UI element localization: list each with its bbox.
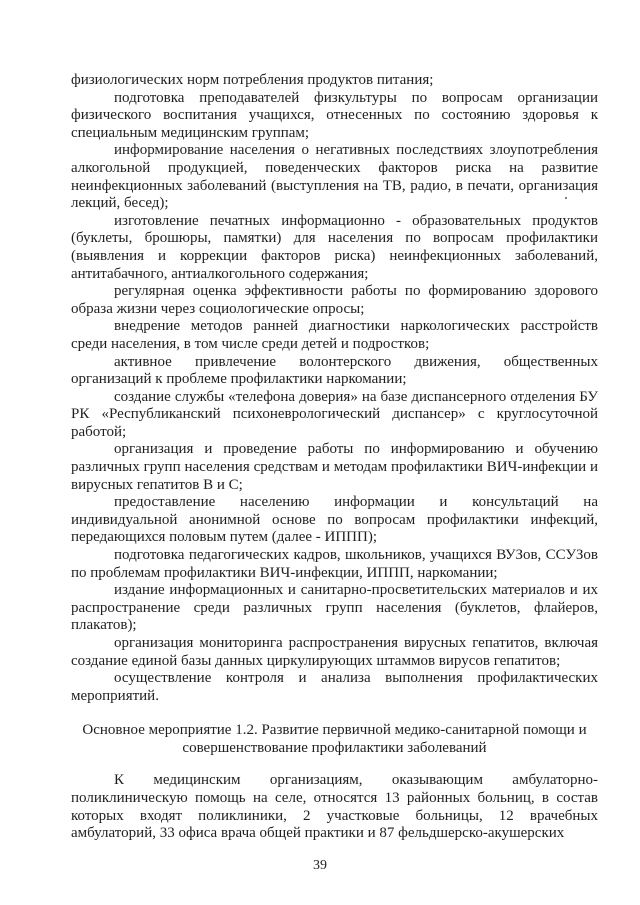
- paragraph: физиологических норм потребления продуктов питания;: [71, 72, 434, 88]
- paragraph: осуществление контроля и анализа выполнения профилактических мероприятий.: [71, 670, 598, 704]
- paragraph: регулярная оценка эффективности работы по формированию здорового образа жизни через социологические опросы;: [71, 283, 598, 317]
- paragraph: издание информационных и санитарно-просветительских материалов и их распространение среди различных групп населения (буклетов, флайеров, плакатов);: [71, 582, 598, 634]
- intro-paragraph: К медицинским организациям, оказывающим амбулаторно-поликлиническую помощь на селе, относятся 13 районных больниц, в состав которых входят поликлиники, 2 участковые больницы, 12 врачебных амбулаторий, 33 офиса врача общей практики и 87 фельдшерско-акушерских: [71, 772, 598, 842]
- paragraph: внедрение методов ранней диагностики наркологических расстройств среди населения, в том числе среди детей и подростков;: [71, 318, 598, 352]
- paragraph: предоставление населению информации и консультаций на индивидуальной анонимной основе по вопросам профилактики инфекций, передающихся половым путем (далее - ИППП);: [71, 494, 598, 546]
- body-text: [71, 72, 598, 705]
- paragraph: создание службы «телефона доверия» на базе диспансерного отделения БУ РК «Республиканский психоневрологический диспансер» с круглосуточной работой;: [71, 388, 598, 440]
- paragraph: активное привлечение волонтерского движения, общественных организаций к проблеме профилактики наркомании;: [71, 353, 598, 388]
- section-heading: Основное мероприятие 1.2. Развитие первичной медико-санитарной помощи и совершенствование профилактики заболеваний: [82, 722, 587, 756]
- page-number: 39: [313, 858, 327, 873]
- paragraph: изготовление печатных информационно - образовательных продуктов (буклеты, брошюры, памятки) для населения по вопросам профилактики (выявления и коррекции факторов риска) неинфекционных заболеваний, антитабачного, антиалкогольного содержания;: [71, 212, 598, 282]
- scan-speck: [565, 197, 567, 199]
- paragraph: информирование населения о негативных последствиях злоупотребления алкогольной продукцией, поведенческих факторов риска на развитие неинфекционных заболеваний (выступления на ТВ, радио, в печати, организация лекций, бесед);: [71, 142, 598, 212]
- paragraph: организация и проведение работы по информированию и обучению различных групп населения средствам и методам профилактики ВИЧ-инфекции и вирусных гепатитов В и С;: [71, 441, 598, 493]
- paragraph: подготовка преподавателей физкультуры по вопросам организации физического воспитания учащихся, отнесенных по состоянию здоровья к специальным медицинским группам;: [71, 89, 598, 141]
- paragraph: организация мониторинга распространения вирусных гепатитов, включая создание единой базы данных циркулирующих штаммов вирусов гепатитов;: [71, 635, 598, 669]
- paragraph: подготовка педагогических кадров, школьников, учащихся ВУЗов, ССУЗов по проблемам профилактики ВИЧ-инфекции, ИППП, наркомании;: [71, 547, 598, 581]
